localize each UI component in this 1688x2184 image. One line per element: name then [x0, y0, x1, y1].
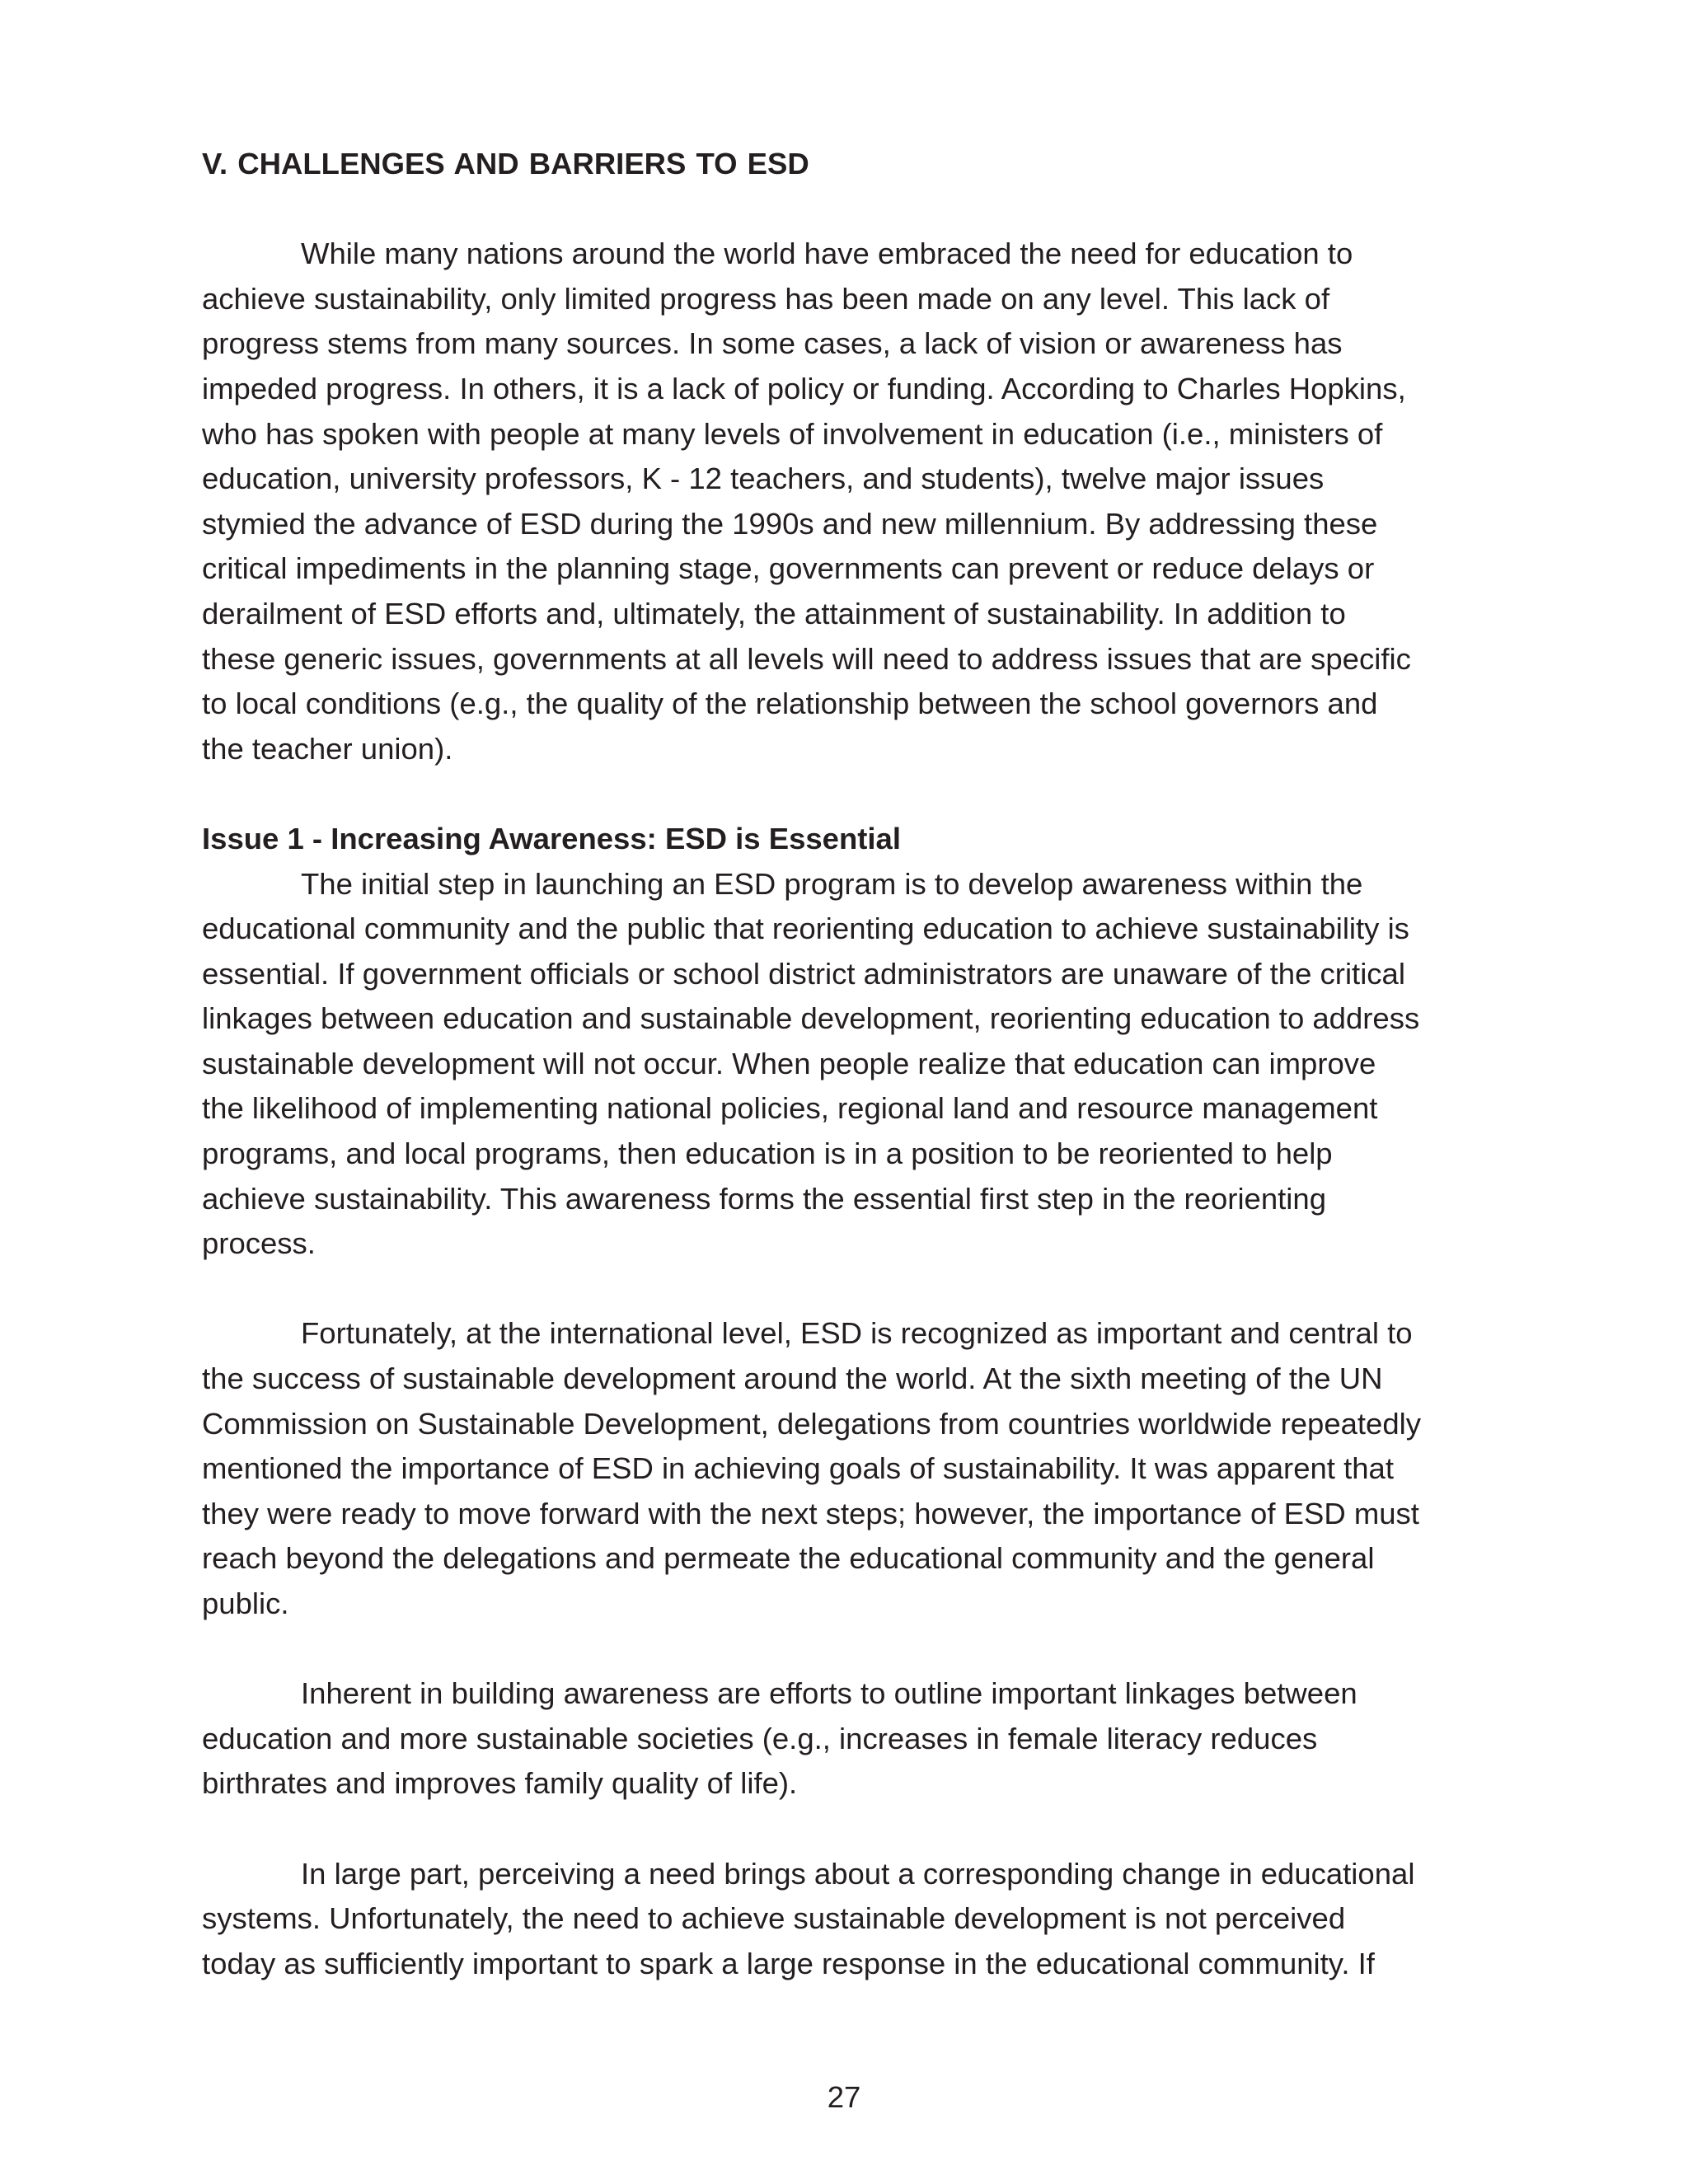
issue-heading: Issue 1 - Increasing Awareness: ESD is Essential: [202, 821, 902, 855]
spacer: [202, 771, 1504, 817]
spacer: [202, 187, 1504, 232]
intro-paragraph: While many nations around the world have embraced the need for education to achieve sustainability, only limited progress has been made on any level. This lack of progress stems from many sources. In some cases, a lack of vision or awareness has impeded progress. In others, it is a lack of policy or funding. According to Charles Hopkins, who has spoken with people at many levels of involvement in education (i.e., ministers of education, university professors, K - 12 teachers, and students), twelve major issues stymied the advance of ESD during the 1990s and new millennium. By addressing these critical impediments in the planning stage, governments can prevent or reduce delays or derailment of ESD efforts and, ultimately, the attainment of sustainability. In addition to these generic issues, governments at all levels will need to address issues that are specific to local conditions (e.g., the quality of the relationship between the school governors and the teacher union).: [202, 237, 1411, 766]
spacer: [202, 1627, 1504, 1672]
section-heading: V. CHALLENGES AND BARRIERS TO ESD: [202, 147, 809, 180]
issue-paragraph-3: Inherent in building awareness are efforts to outline important linkages between education and more sustainable societies (e.g., increases in female literacy reduces birthrates and improves family quality of life).: [202, 1676, 1357, 1801]
issue-paragraph-4: In large part, perceiving a need brings about a corresponding change in educational systems. Unfortunately, the need to achieve sustainable development is not perceived today as sufficiently important to spark a large response in the educational community. If: [202, 1856, 1415, 1980]
page-content: [202, 142, 1504, 1986]
page-number: 27: [827, 2080, 861, 2114]
issue-paragraph-2: Fortunately, at the international level, ESD is recognized as important and central to the success of sustainable development around the world. At the sixth meeting of the UN Commission on Sustainable Development, delegations from countries worldwide repeatedly mentioned the importance of ESD in achieving goals of sustainability. It was apparent that they were ready to move forward with the next steps; however, the importance of ESD must reach beyond the delegations and permeate the educational community and the general public.: [202, 1316, 1422, 1620]
spacer: [202, 1807, 1504, 1852]
spacer: [202, 1267, 1504, 1312]
issue-paragraph-1: The initial step in launching an ESD program is to develop awareness within the educational community and the public that reorienting education to achieve sustainability is essential. If government officials or school district administrators are unaware of the critical linkages between education and sustainable development, reorienting education to address sustainable development will not occur. When people realize that education can improve the likelihood of implementing national policies, regional land and resource management programs, and local programs, then education is in a position to be reoriented to help achieve sustainability. This awareness forms the essential first step in the reorienting process.: [202, 866, 1420, 1261]
